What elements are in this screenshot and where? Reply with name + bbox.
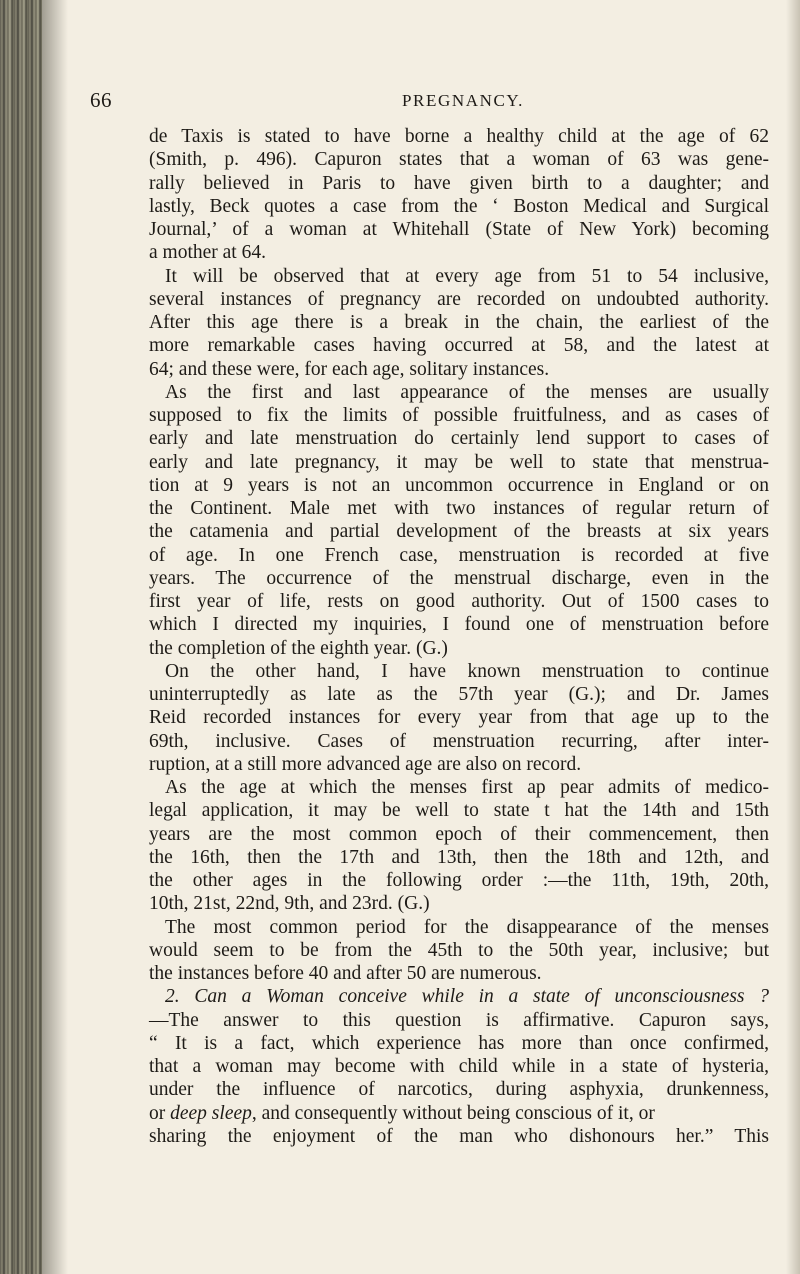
text-line: uninterruptedly as late as the 57th year (G.); and Dr. James (149, 684, 769, 705)
text-line: which I directed my inquiries, I found one of menstruation before (149, 614, 769, 636)
text-line: would seem to be from the 45th to the 50th year, inclusive; but (149, 939, 769, 961)
text-line: (Smith, p. 496). Capuron states that a woman of 63 was gene- (149, 149, 769, 171)
text-line: legal application, it may be well to state t hat the 14th and 15th (149, 800, 769, 822)
paragraph-first-line: On the other hand, I have known menstruation to continue (165, 660, 769, 682)
text-line: ruption, at a still more advanced age are also on record. (149, 753, 582, 775)
text-line: the other ages in the following order :—the 11th, 19th, 20th, (149, 870, 769, 891)
text-fragment: , and consequently without being conscious of it, or (251, 1102, 655, 1124)
text-line: supposed to fix the limits of possible fruitfulness, and as cases of (149, 405, 769, 426)
text-line: early and late pregnancy, it may be well to state that menstrua- (149, 451, 769, 473)
text-line: 69th, inclusive. Cases of menstruation recurring, after inter- (149, 730, 769, 752)
text-line: that a woman may become with child while in a state of hysteria, (149, 1056, 769, 1077)
text-line: early and late menstruation do certainly lend support to cases of (149, 428, 769, 450)
text-line: several instances of pregnancy are recorded on undoubted authority. (149, 288, 769, 310)
text-line: the catamenia and partial development of the breasts at six years (149, 521, 769, 543)
page-number: 66 (90, 88, 112, 112)
question-text: 2. Can a Woman conceive while in a state of unconsciousness ? (165, 986, 769, 1008)
text-line: 10th, 21st, 22nd, 9th, and 23rd. (G.) (149, 893, 430, 915)
text-line: Reid recorded instances for every year from that age up to the (149, 707, 769, 729)
text-line: more remarkable cases having occurred at 58, and the latest at (149, 335, 769, 357)
section-question-heading (149, 985, 769, 1008)
text-line: of age. In one French case, menstruation is recorded at five (149, 544, 769, 566)
text-line: de Taxis is stated to have borne a healthy child at the age of 62 (149, 126, 769, 147)
italic-phrase: deep sleep (170, 1102, 252, 1124)
text-line: the 16th, then the 17th and 13th, then the 18th and 12th, and (149, 846, 769, 868)
text-line: After this age there is a break in the chain, the earliest of the (149, 312, 769, 333)
text-line: tion at 9 years is not an uncommon occurrence in England or on (149, 474, 769, 496)
text-line (149, 1102, 769, 1125)
paragraph-first-line: It will be observed that at every age from 51 to 54 inclusive, (165, 265, 769, 287)
paragraph-first-line: As the first and last appearance of the menses are usually (165, 381, 769, 403)
gutter-shadow (42, 0, 68, 1274)
text-line: rally believed in Paris to have given birth to a daughter; and (149, 172, 769, 194)
book-spine-binding (0, 0, 42, 1274)
text-line: under the influence of narcotics, during asphyxia, drunkenness, (149, 1079, 769, 1101)
text-line: lastly, Beck quotes a case from the ‘ Boston Medical and Surgical (149, 195, 769, 217)
text-fragment: or (149, 1102, 171, 1124)
running-head: PREGNANCY. (402, 91, 524, 110)
page-edge-shadow (786, 0, 800, 1274)
text-line: the completion of the eighth year. (G.) (149, 637, 448, 659)
text-line: the Continent. Male met with two instances of regular return of (149, 498, 769, 519)
text-line: Journal,’ of a woman at Whitehall (State of New York) becoming (149, 219, 769, 240)
text-line: “ It is a fact, which experience has more than once confirmed, (149, 1032, 769, 1054)
text-line: sharing the enjoyment of the man who dishonours her.” This (149, 1125, 769, 1147)
text-line: first year of life, rests on good authority. Out of 1500 cases to (149, 591, 769, 612)
paragraph-first-line: The most common period for the disappearance of the menses (165, 916, 769, 938)
text-line: the instances before 40 and after 50 are numerous. (149, 963, 542, 984)
text-line: 64; and these were, for each age, solitary instances. (149, 358, 550, 380)
text-line: —The answer to this question is affirmative. Capuron says, (149, 1009, 769, 1031)
paragraph-first-line: As the age at which the menses first ap pear admits of medico- (165, 777, 769, 798)
body-text (149, 125, 769, 1148)
text-line: a mother at 64. (149, 242, 266, 264)
text-line: years are the most common epoch of their commencement, then (149, 823, 769, 845)
text-line: years. The occurrence of the menstrual discharge, even in the (149, 567, 769, 589)
